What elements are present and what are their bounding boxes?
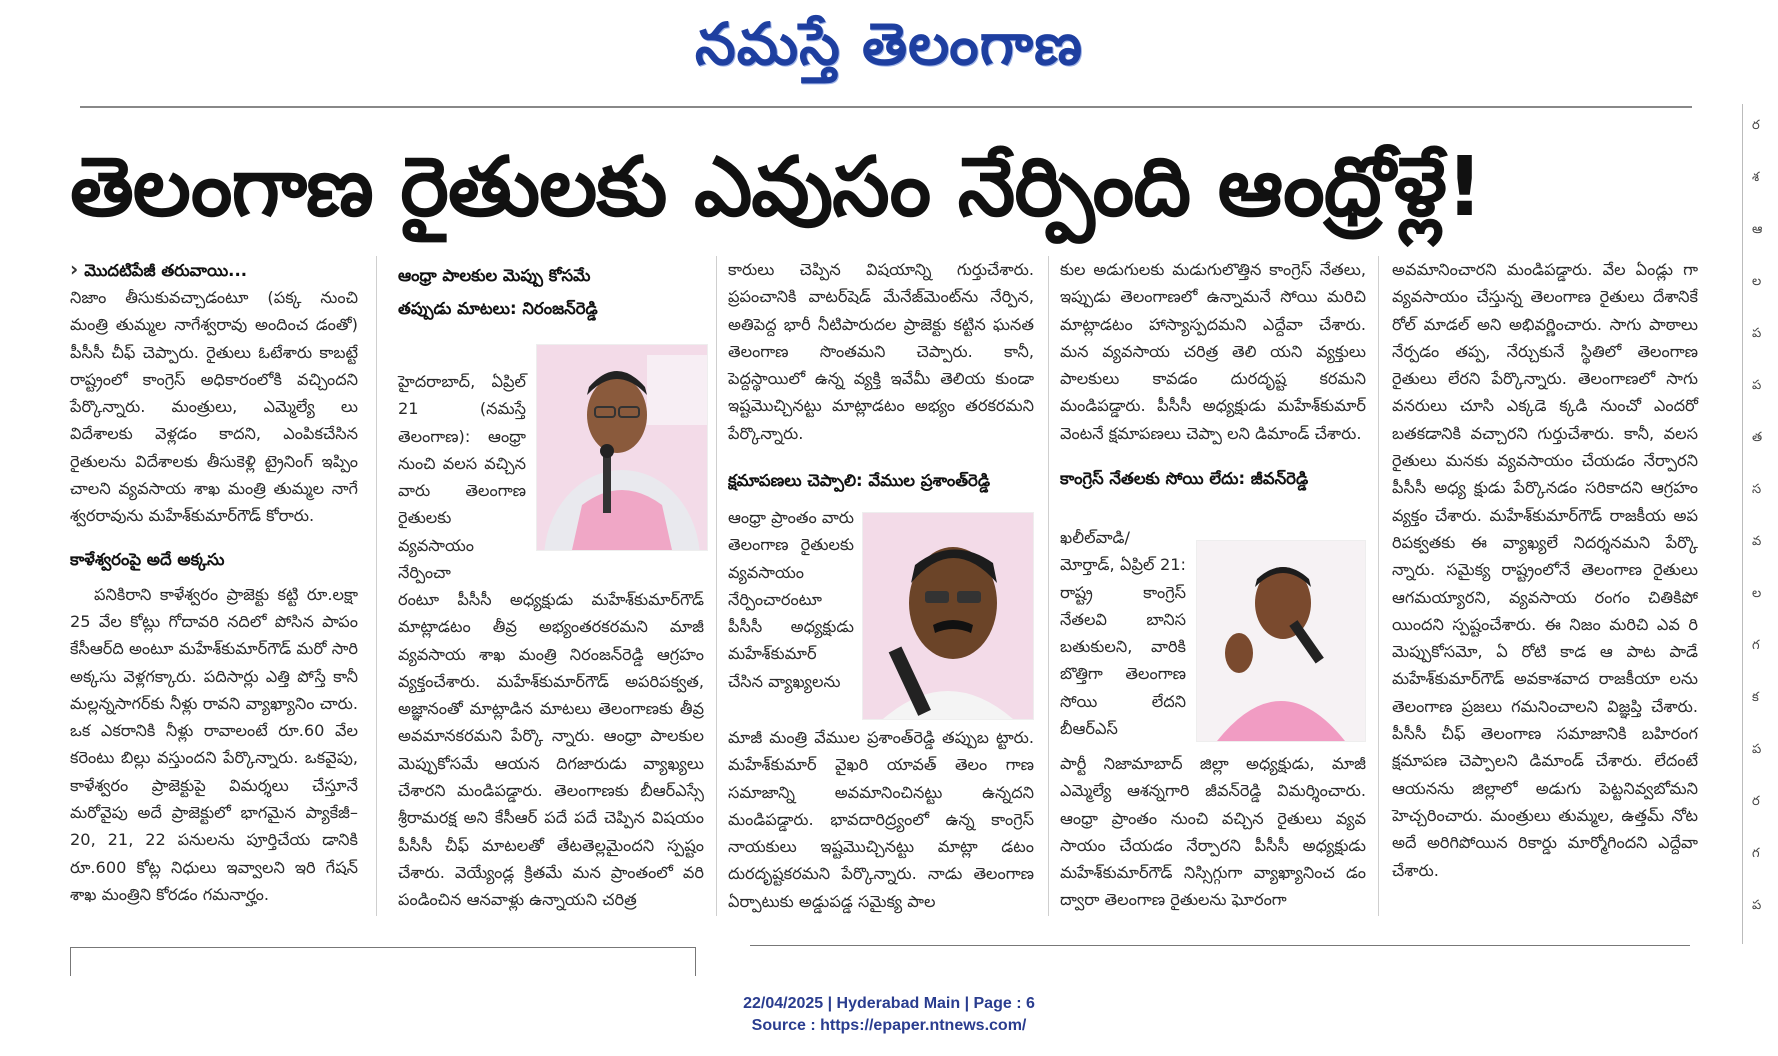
column-4-subhead: కాంగ్రెస్ నేతలకు సోయి లేదు: జీవన్‌రెడ్డి <box>1060 469 1309 489</box>
column-3-body <box>728 724 1034 915</box>
column-separator <box>1378 256 1379 916</box>
column-3 <box>728 256 1034 494</box>
bottom-divider <box>750 945 1690 946</box>
portrait-speaker-1 <box>537 345 707 550</box>
column-4-lead: ఖలీల్‌వాడి/ మోర్తాడ్, ఏప్రిల్ 21: రాష్ట్ర కాంగ్రెస్ నేతలవి బానిస బతుకులని, వారికి బొత్తిగా తెలంగాణ సోయి లేదని బీఆర్‌ఎస్ <box>1060 528 1186 739</box>
column-2-lead: హైదరాబాద్, ఏప్రిల్ 21 (నమస్తే తెలంగాణ): ఆంధ్రా నుంచి వలస వచ్చిన వారు తెలంగాణ రైతులకు వ్యవసాయం నేర్పించా <box>398 372 526 583</box>
footer-source-link[interactable]: Source : https://epaper.ntnews.com/ <box>751 1017 1027 1034</box>
column-1 <box>70 256 358 908</box>
column-2-body <box>398 586 704 914</box>
column-2-paragraph: రంటూ పీసీసీ అధ్యక్షుడు మహేశ్‌కుమార్‌గౌడ్ మాట్లాడటం తీవ్ర అభ్యంతరకరమని మాజీ వ్యవసాయ శాఖ మంత్రి నిరంజన్‌రెడ్డి ఆగ్రహం వ్యక్తంచేశారు. మహేశ్‌కుమార్‌గౌడ్ అపరిపక్వత, అజ్ఞానంతో మాట్లాడిన మాటలు తెలంగాణకు తీవ్ర అవమానకరమని పేర్కొ న్నారు. ఆంధ్రా పాలకుల మెప్పుకోసమే ఆయన దిగజారుడు వ్యాఖ్యలు చేశారని మండిపడ్డారు. తెలంగాణకు బీఆర్‌ఎస్సే శ్రీరామరక్ష అని కేసీఆర్ పదే పదే చెప్పిన విషయం పీసీసీ చీఫ్ మాటలతో తేటతెల్లమైందని స్పష్టం చేశారు. వెయ్యేండ్ల క్రితమే మన ప్రాంతంలో వరి పండించిన ఆనవాళ్లు ఉన్నాయని చరిత్ర <box>398 590 704 910</box>
masthead-logo: నమస్తే తెలంగాణ <box>695 10 1083 78</box>
jeevan-reddy-photo <box>1196 540 1366 742</box>
column-1-paragraph-2: పనికిరాని కాళేశ్వరం ప్రాజెక్టు కట్టి రూ.లక్షా 25 వేల కోట్లు గోదావరి నదిలో పోసిన పాపం కేసీఆర్‌ది అంటూ మహేశ్‌కుమార్‌గౌడ్ మరో సారి అక్కసు వెళ్లగక్కారు. పదిసార్లు ఎత్తి పోస్తే కానీ మల్లన్నసాగర్‌కు నీళ్లు రావని వ్యాఖ్యానిం చారు. ఒక ఎకరానికి నీళ్లు రావాలంటే రూ.60 వేల కరెంటు బిల్లు వస్తుందని పేర్కొన్నారు. ఒకవైపు, కాళేశ్వరం ప్రాజెక్టుపై విమర్శలు చేస్తూనే మరోవైపు అదే ప్రాజెక్టులో భాగమైన ప్యాకేజీ–20, 21, 22 పనులను పూర్తిచేయ డానికి రూ.600 కోట్ల నిధులు ఇవ్వాలని ఇరి గేషన్ శాఖ మంత్రిని కోరడం గమనార్హం. <box>70 584 358 904</box>
chevron-right-icon: › <box>70 257 79 281</box>
masthead-divider <box>80 106 1692 108</box>
column-3-lead: ఆంధ్రా ప్రాంతం వారు తెలంగాణ రైతులకు వ్యవసాయం నేర్పించారంటూ పీసీసీ అధ్యక్షుడు మహేశ్‌కుమార్ చేసిన వ్యాఖ్యలను <box>728 508 854 691</box>
column-4-narrow-text <box>1060 524 1186 742</box>
column-separator <box>1048 256 1049 916</box>
column-1-subhead: కాళేశ్వరంపై అదే అక్కసు <box>70 549 225 569</box>
column-4-paragraph-2: పార్టీ నిజామాబాద్ జిల్లా అధ్యక్షుడు, మాజీ ఎమ్మెల్యే ఆశన్నగారి జీవన్‌రెడ్డి విమర్శించారు. ఆంధ్రా ప్రాంతం నుంచి వచ్చిన రైతులు వ్యవ సాయం చేయడం నేర్పారని పీసీసీ అధ్యక్షుడు మహేశ్‌కుమార్‌గౌడ్ నిస్సిగ్గుగా వ్యాఖ్యానించ డం ద్వారా తెలంగాణ రైతులను ఘోరంగా <box>1060 754 1366 910</box>
headline: తెలంగాణ రైతులకు ఎవుసం నేర్పింది ఆంధ్రోళ్లే! <box>70 140 1483 235</box>
column-separator <box>716 256 717 916</box>
column-3-narrow-text <box>728 504 854 695</box>
adjacent-column-fragment: ర శ ఆ ల ప ప త స వ ల గ క ప ర గ ప <box>1752 118 1763 913</box>
niranjan-reddy-photo <box>536 344 708 551</box>
next-article-box <box>70 947 696 976</box>
column-3-subhead: క్షమాపణలు చెప్పాలి: వేముల ప్రశాంత్‌రెడ్డి <box>728 471 991 491</box>
footer-date-edition: 22/04/2025 | Hyderabad Main | Page : 6 <box>743 995 1035 1012</box>
portrait-speaker-3 <box>1197 541 1365 741</box>
column-5-paragraph: అవమానించారని మండిపడ్డారు. వేల ఏండ్లు గా వ్యవసాయం చేస్తున్న తెలంగాణ రైతులు దేశానికే రోల్ మాడల్ అని అభివర్ణించారు. సాగు పాఠాలు నేర్పడం తప్ప, నేర్చుకునే స్థితిలో తెలంగాణ రైతులు లేరని పేర్కొన్నారు. తెలంగాణలో సాగు వనరులు చూసి ఎక్కడె క్కడి నుంచో ఎందరో బతకడానికి వచ్చారని గుర్తుచేశారు. కానీ, వలస రైతులు మనకు వ్యవసాయం చేయడం నేర్పారని పీసీసీ అధ్య క్షుడు పేర్కొనడం సరికాదని ఆగ్రహం వ్యక్తం చేశారు. మహేశ్‌కుమార్‌గౌడ్ రాజకీయ అప రిపక్వతకు ఈ వ్యాఖ్యలే నిదర్శనమని పేర్కొ న్నారు. సమైక్య రాష్ట్రంలోనే తెలంగాణ రైతులు ఆగమయ్యారని, వ్యవసాయ రంగం చితికిపో యిందని స్పష్టంచేశారు. ఈ నిజం మరిచి ఎవ రి మెప్పుకోసమో, ఏ రోటి కాడ ఆ పాట పాడే మహేశ్‌కుమార్‌గౌడ్ అవకాశవాద రాజకీయా లను తెలంగాణ ప్రజలు గమనించాలని విజ్ఞప్తి చేశారు. పీసీసీ చీఫ్ తెలంగాణ సమాజానికి బహిరంగ క్షమాపణ చెప్పాలని డిమాండ్ చేశారు. లేదంటే ఆయనను జిల్లాలో అడుగు పెట్టనివ్వబోమని హెచ్చరించారు. మంత్రులు తుమ్మల, ఉత్తమ్ నోట అదే అరిగిపోయిన రికార్డు మార్మోగిందని ఎద్దేవా చేశారు. <box>1392 260 1698 880</box>
column-2-headline-line-2: తప్పుడు మాటలు: నిరంజన్‌రెడ్డి <box>398 299 598 318</box>
column-2-narrow-text <box>398 368 526 586</box>
column-5 <box>1392 256 1698 884</box>
portrait-speaker-2 <box>863 513 1033 719</box>
column-3-paragraph-1: కారులు చెప్పిన విషయాన్ని గుర్తుచేశారు. ప్రపంచానికి వాటర్‌షెడ్ మేనేజ్‌మెంట్‌ను నేర్పిన, అతిపెద్ద భారీ నీటిపారుదల ప్రాజెక్టు కట్టిన ఘనత తెలంగాణ సొంతమని చెప్పారు. కానీ, పెద్దస్థాయిలో ఉన్న వ్యక్తి ఇవేమీ తెలియ కుండా ఇష్టమొచ్చినట్టు మాట్లాడటం అభ్యం తరకరమని పేర్కొన్నారు. <box>728 260 1034 443</box>
prashanth-reddy-photo <box>862 512 1034 720</box>
column-4-paragraph-1: కుల అడుగులకు మడుగులొత్తిన కాంగ్రెస్ నేతలు, ఇప్పుడు తెలంగాణలో ఉన్నామనే సోయి మరిచి మాట్లాడటం హాస్యాస్పదమని ఎద్దేవా చేశారు. మన వ్యవసాయ చరిత్ర తెలి యని వ్యక్తులు పాలకులు కావడం దురదృష్ట కరమని మండిపడ్డారు. పీసీసీ అధ్యక్షుడు మహేశ్‌కుమార్ వెంటనే క్షమాపణలు చెప్పా లని డిమాండ్ చేశారు. <box>1060 260 1366 443</box>
column-4 <box>1060 256 1366 492</box>
kicker <box>70 256 358 284</box>
kicker-text: మొదటిపేజీ తరువాయి... <box>84 261 247 280</box>
column-2-headline-line-1: ఆంధ్రా పాలకుల మెప్పు కోసమే <box>398 266 591 285</box>
column-4-body <box>1060 750 1366 914</box>
right-edge-divider <box>1742 104 1743 944</box>
column-2 <box>398 262 704 322</box>
column-3-paragraph-2: మాజీ మంత్రి వేముల ప్రశాంత్‌రెడ్డి తప్పుబ ట్టారు. మహేశ్‌కుమార్ వైఖరి యావత్ తెలం గాణ సమాజాన్ని అవమానించినట్టు ఉన్నదని మండిపడ్డారు. భావదారిద్ర్యంలో ఉన్న కాంగ్రెస్ నాయకులు ఇష్టమొచ్చినట్టు మాట్లా డటం దురదృష్టకరమని పేర్కొన్నారు. నాడు తెలంగాణ ఏర్పాటుకు అడ్డుపడ్డ సమైక్య పాల <box>728 728 1034 911</box>
column-1-paragraph-1: నిజాం తీసుకువచ్చాడంటూ (పక్క నుంచి మంత్రి తుమ్మల నాగేశ్వరావు అందించ డంతో) పీసీసీ చీఫ్ చెప్పారు. రైతులు ఓటేశారు కాబట్టే రాష్ట్రంలో కాంగ్రెస్ అధికారంలోకి వచ్చిందని పేర్కొన్నారు. మంత్రులు, ఎమ్మెల్యే లు విదేశాలకు వెళ్లడం కాదని, ఎంపికచేసిన రైతులను విదేశాలకు తీసుకెళ్లి ట్రైనింగ్ ఇప్పిం చాలని వ్యవసాయ శాఖ మంత్రి తుమ్మల నాగే శ్వరరావును మహేశ్‌కుమార్‌గౌడ్ కోరారు. <box>70 288 358 526</box>
footer <box>0 993 1778 1037</box>
column-separator <box>376 256 377 916</box>
